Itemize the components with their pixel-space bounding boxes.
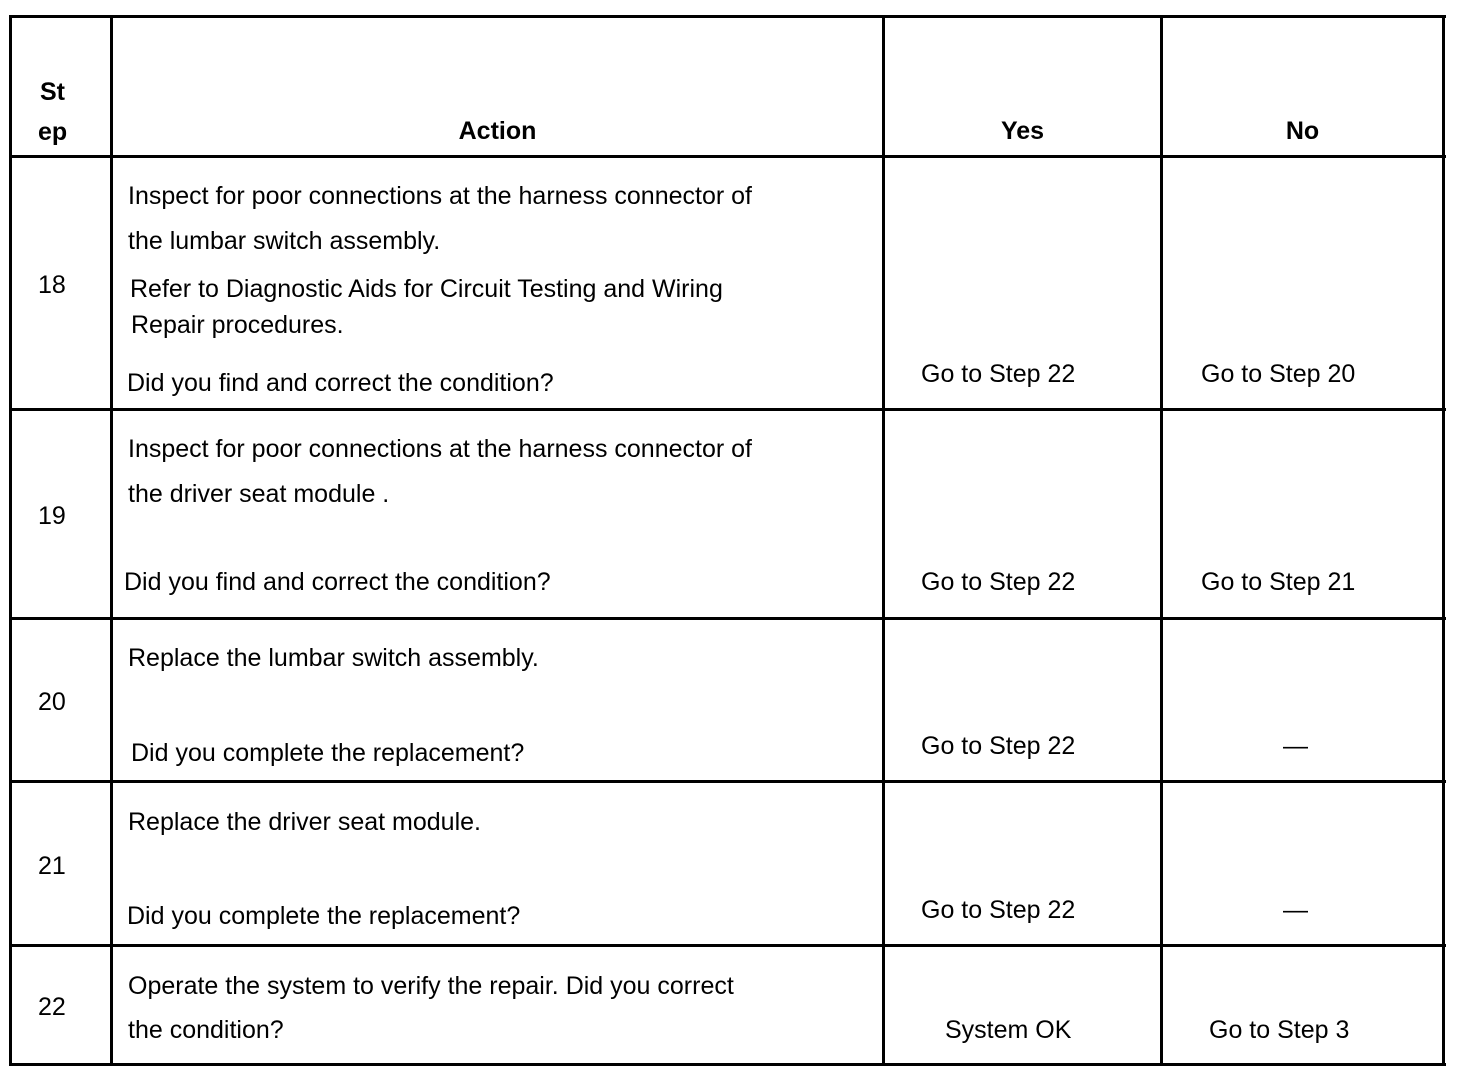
yes-result: Go to Step 22 <box>921 896 1076 924</box>
header-step-line1: St <box>40 78 65 106</box>
action-text: the driver seat module . <box>128 480 390 508</box>
no-result: Go to Step 3 <box>1209 1016 1350 1044</box>
header-no: No <box>1285 117 1320 145</box>
col-divider-step <box>110 15 113 1066</box>
step-number: 22 <box>38 993 66 1021</box>
header-step-line2: ep <box>38 118 68 146</box>
step-number: 18 <box>38 271 66 299</box>
row-divider-19 <box>9 617 1446 620</box>
step-number: 21 <box>38 852 66 880</box>
table-border-bottom <box>9 1063 1446 1066</box>
action-text: the condition? <box>128 1016 284 1044</box>
row-divider-21 <box>9 944 1446 947</box>
header-action: Action <box>458 117 537 145</box>
action-question: Did you complete the replacement? <box>131 739 525 767</box>
action-question: Did you find and correct the condition? <box>127 369 554 397</box>
row-divider-18 <box>9 408 1446 411</box>
step-number: 20 <box>38 688 66 716</box>
action-question: Did you complete the replacement? <box>127 902 521 930</box>
action-text: Replace the driver seat module. <box>128 808 481 836</box>
action-question: Did you find and correct the condition? <box>124 568 551 596</box>
table-border-top <box>9 15 1446 18</box>
table-border-left <box>9 15 12 1066</box>
no-result: — <box>1283 896 1308 924</box>
row-divider-20 <box>9 780 1446 783</box>
no-result: Go to Step 21 <box>1201 568 1356 596</box>
step-number: 19 <box>38 502 66 530</box>
yes-result: Go to Step 22 <box>921 360 1076 388</box>
action-text: Repair procedures. <box>131 311 344 339</box>
action-text: Operate the system to verify the repair. Did you correct <box>128 972 734 1000</box>
action-text: Inspect for poor connections at the harness connector of <box>128 435 752 463</box>
action-text: the lumbar switch assembly. <box>128 227 441 255</box>
action-text: Replace the lumbar switch assembly. <box>128 644 539 672</box>
no-result: — <box>1283 732 1308 760</box>
no-result: Go to Step 20 <box>1201 360 1356 388</box>
table-border-right <box>1442 15 1445 1066</box>
action-text: Refer to Diagnostic Aids for Circuit Testing and Wiring <box>130 275 723 303</box>
yes-result: Go to Step 22 <box>921 568 1076 596</box>
header-yes: Yes <box>1000 117 1045 145</box>
col-divider-action <box>882 15 885 1066</box>
yes-result: System OK <box>945 1016 1072 1044</box>
action-text: Inspect for poor connections at the harness connector of <box>128 182 752 210</box>
yes-result: Go to Step 22 <box>921 732 1076 760</box>
header-divider <box>9 155 1446 158</box>
